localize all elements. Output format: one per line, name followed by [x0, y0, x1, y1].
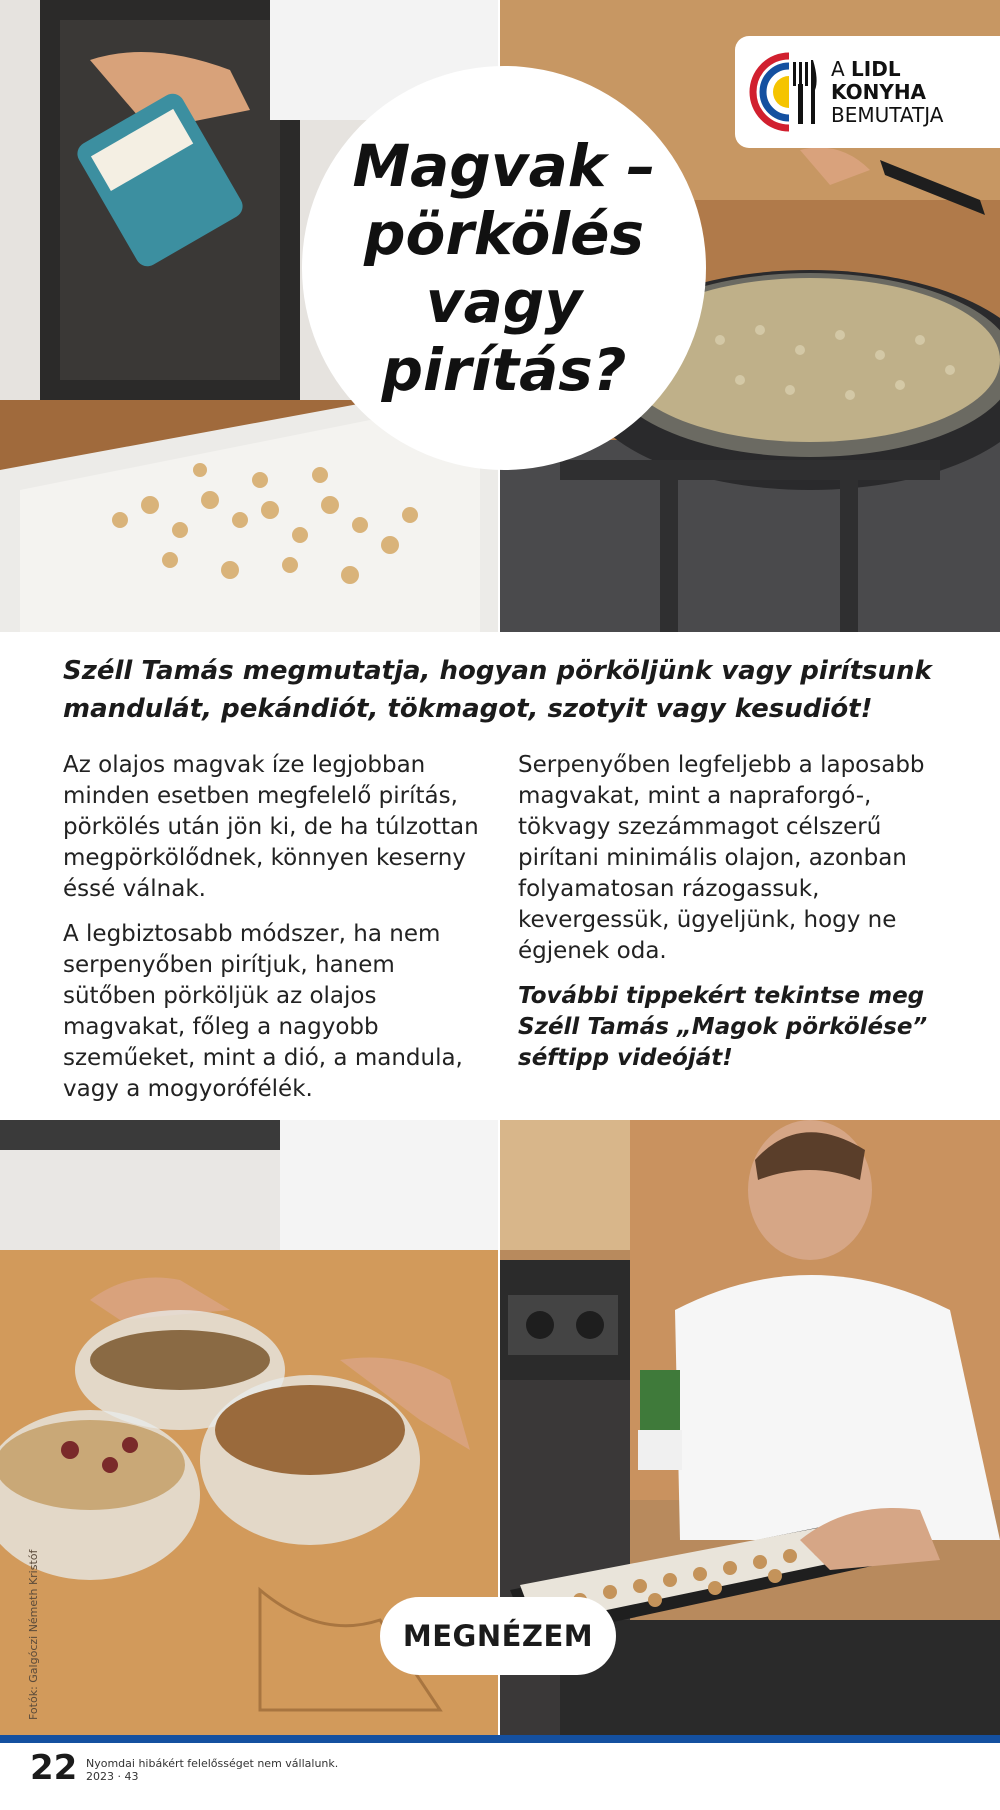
- brand-line1-bold: LIDL: [851, 56, 901, 81]
- body-paragraph: A legbiztosabb módszer, ha nem serpenyőben pirítjuk, hanem sütőben pörköljük az olajos magvakat, főleg a nagyobb szeműeket, mint a dió, a mandula, vagy a mogyorófélék.: [63, 921, 463, 1102]
- lead-paragraph: Széll Tamás megmutatja, hogyan pörköljünk vagy pirítsunk mandulát, pekándiót, tökmagot, szotyit vagy kesudiót!: [63, 656, 932, 724]
- issue-number: 2023 · 43: [86, 1770, 139, 1783]
- footer-stripe: [0, 1735, 1000, 1743]
- brand-line1-prefix: A: [831, 56, 845, 81]
- brand-line3: BEMUTATJA: [831, 102, 944, 127]
- body-column-left: [63, 750, 483, 1119]
- page-title: Magvak – pörkölés vagy pirítás?: [352, 132, 656, 404]
- page-number: 22: [30, 1748, 78, 1788]
- lidl-konyha-logo-icon: [749, 50, 823, 134]
- lidl-konyha-badge: [735, 36, 1000, 148]
- disclaimer-text: Nyomdai hibákért felelősséget nem vállalunk.: [86, 1757, 339, 1770]
- watch-video-button[interactable]: MEGNÉZEM: [380, 1597, 616, 1675]
- video-tip-paragraph: További tippekért tekintse meg Széll Tamás „Magok pörkölése” séftipp videóját!: [518, 983, 928, 1071]
- footer-disclaimer: [86, 1757, 338, 1783]
- lidl-konyha-text: [831, 58, 944, 127]
- body-column-right: [518, 750, 948, 1088]
- photo-credit: Fotók: Galgóczi Németh Kristóf: [27, 1549, 40, 1720]
- body-paragraph: Az olajos magvak íze legjobban minden esetben megfelelő pirítás, pörkölés után jön ki, de ha túlzottan megpörkölődnek, könnyen keserny​éssé válnak.: [63, 752, 479, 902]
- brand-line2: KONYHA: [831, 79, 927, 104]
- title-circle: [302, 66, 706, 470]
- body-paragraph: Serpenyőben legfeljebb a laposabb magvakat, mint a napraforgó-, tökvagy szezámmagot célszerű pirítani minimális olajon, azonban folyamatosan rázogassuk, kevergessük, ügyeljünk, hogy ne égjenek oda.: [518, 752, 925, 964]
